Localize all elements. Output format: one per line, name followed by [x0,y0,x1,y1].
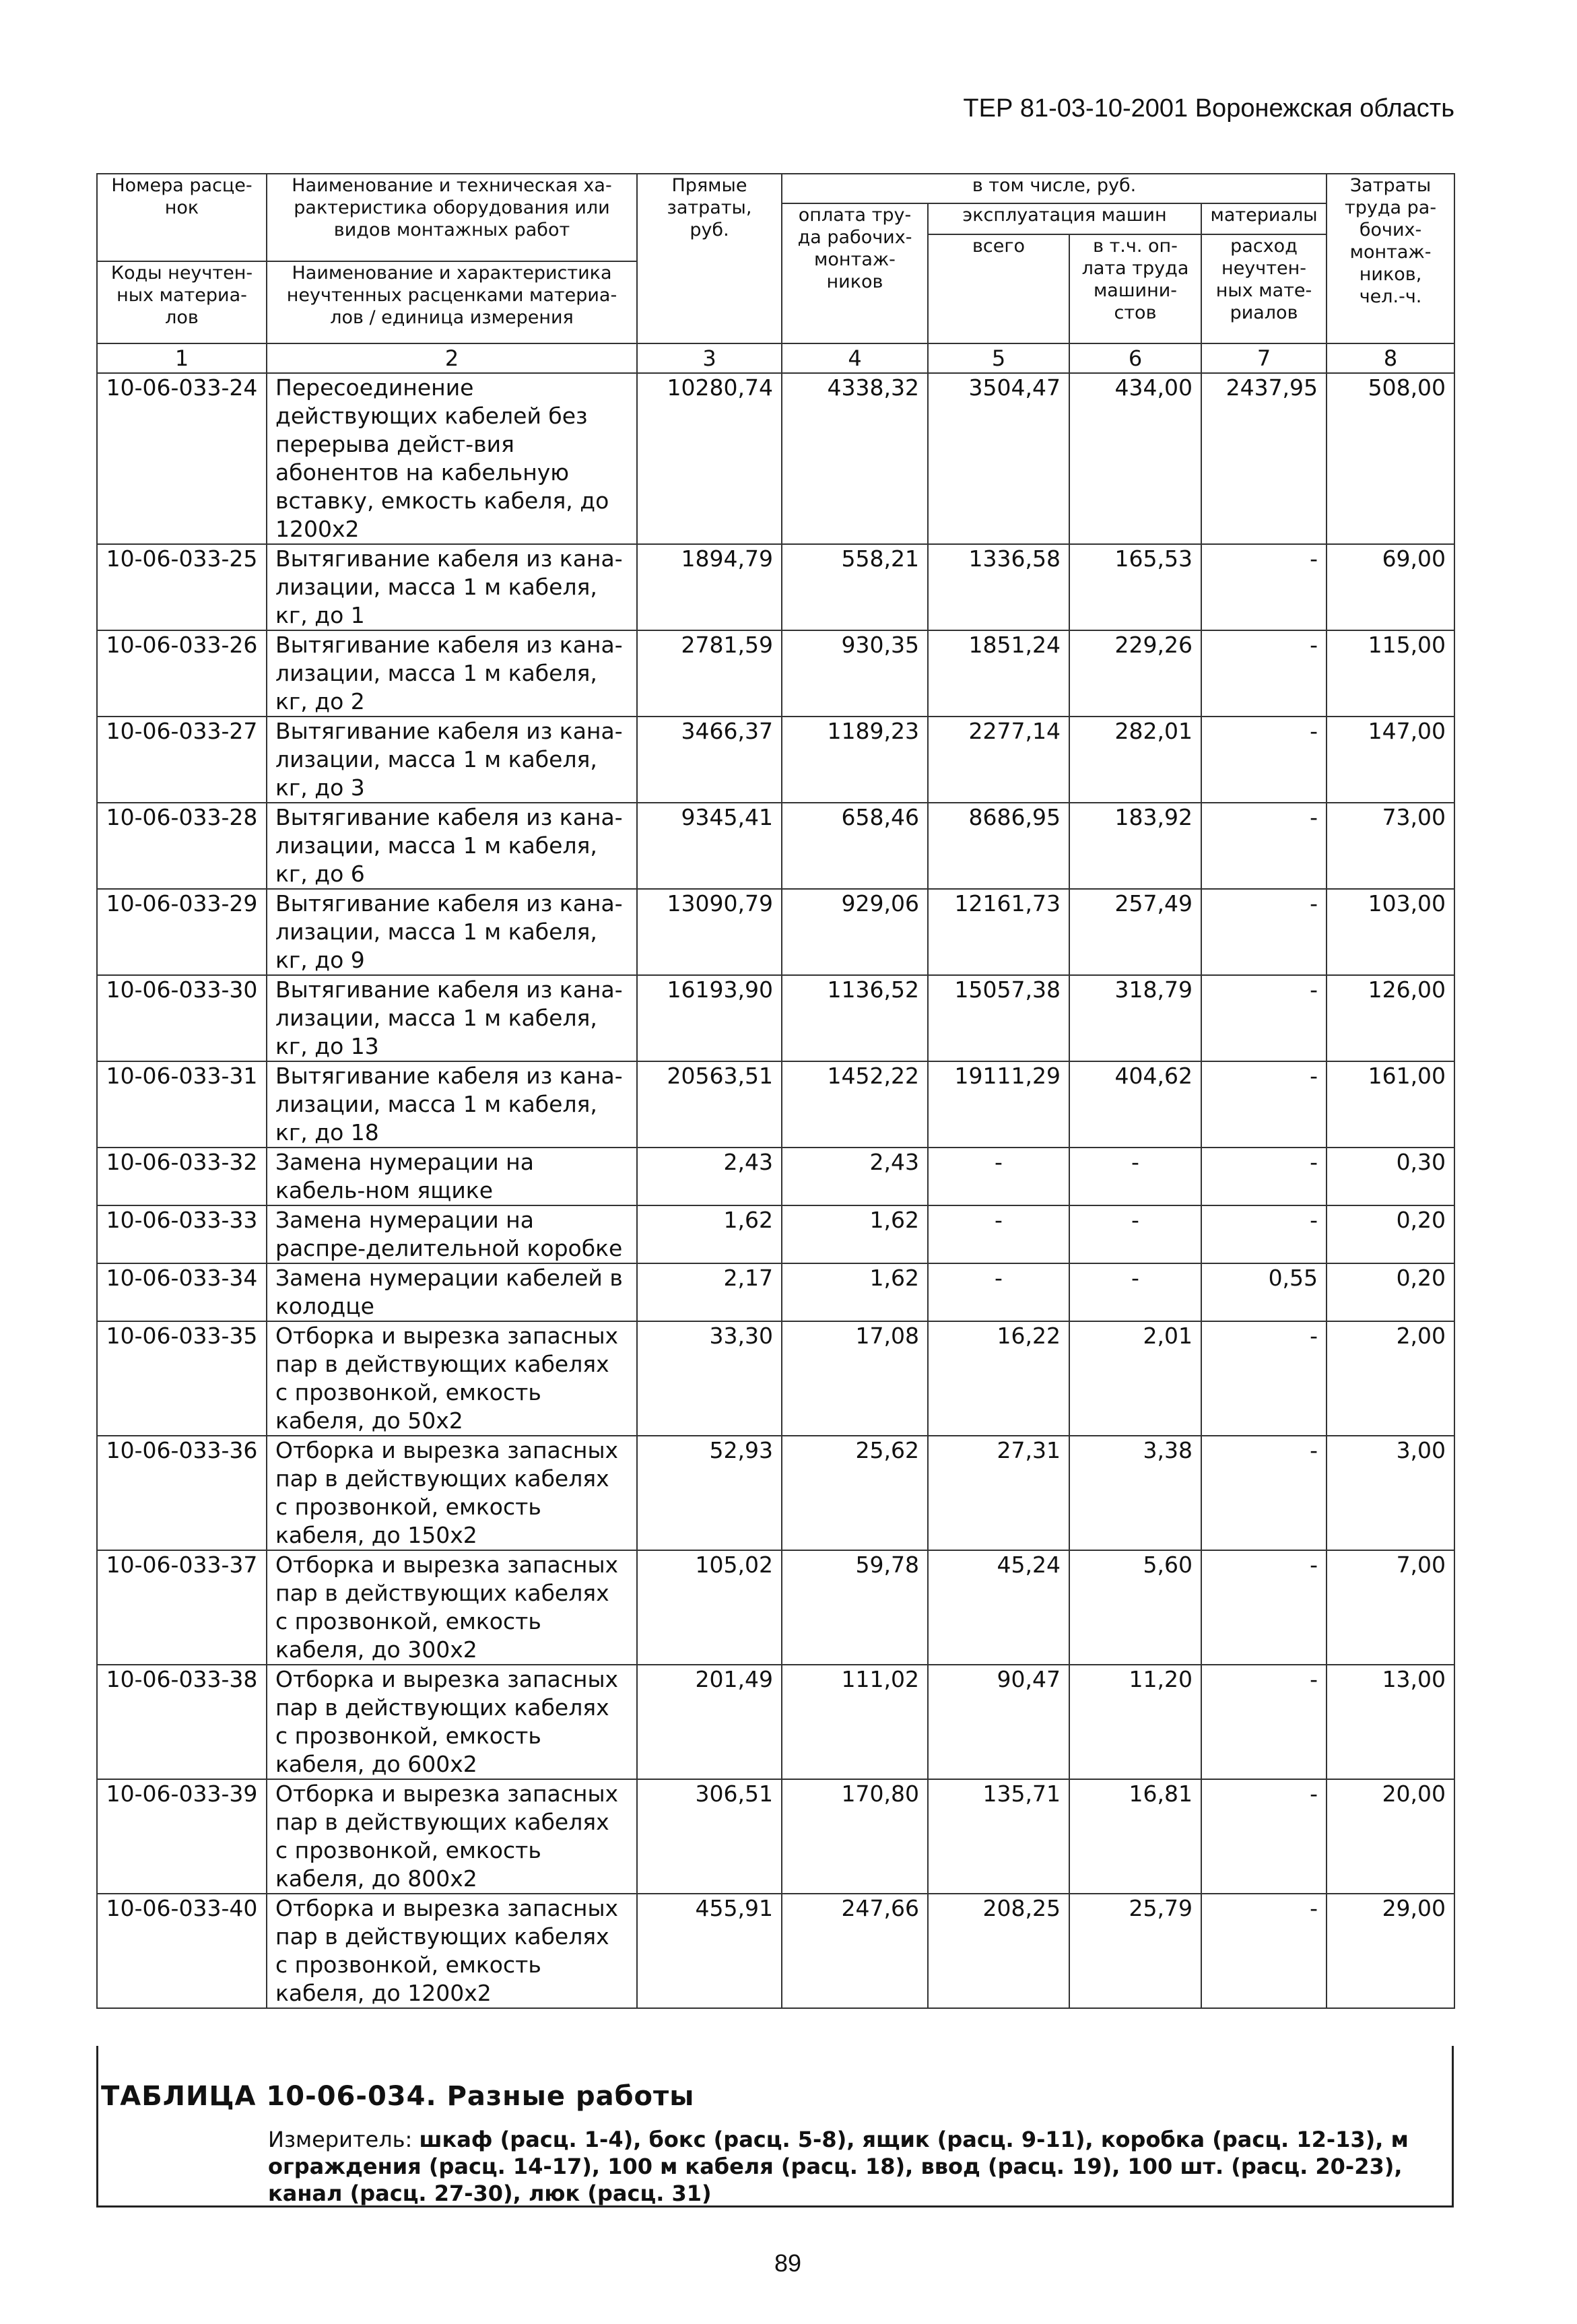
direct-costs-value: 3466,37 [637,717,782,803]
rate-code: 10-06-033-35 [97,1321,267,1436]
work-description: Замена нумерации на распре-делительной коробке [267,1205,637,1263]
header-labor-hours: Затраты труда ра-бочих-монтаж-ников, чел.-ч. [1327,174,1454,343]
labor-hours-value: 147,00 [1327,717,1454,803]
table-row [97,1665,1454,1779]
table-row [97,373,1454,544]
work-description: Отборка и вырезка запасных пар в действующих кабелях с прозвонкой, емкость кабеля, до 1200х2 [267,1894,637,2008]
header-name-top: Наименование и техническая ха-рактеристика оборудования или видов монтажных работ [267,174,637,261]
table-row [97,717,1454,803]
direct-costs-value: 201,49 [637,1665,782,1779]
header-machines-total: всего [928,234,1069,343]
direct-costs-value: 2,43 [637,1148,782,1205]
labor-pay-value: 1189,23 [782,717,928,803]
table-row [97,1779,1454,1894]
machine-operators-pay-value: 183,92 [1069,803,1201,889]
header-direct-costs: Прямые затраты, руб. [637,174,782,343]
table-row [97,1061,1454,1148]
work-description: Вытягивание кабеля из кана-лизации, масса 1 м кабеля, кг, до 9 [267,889,637,975]
machines-total-value: 208,25 [928,1894,1069,2008]
labor-pay-value: 658,46 [782,803,928,889]
header-machines: эксплуатация машин [928,203,1201,234]
materials-value: 2437,95 [1201,373,1327,544]
rate-code: 10-06-033-36 [97,1436,267,1550]
work-description: Вытягивание кабеля из кана-лизации, масса 1 м кабеля, кг, до 3 [267,717,637,803]
labor-pay-value: 1136,52 [782,975,928,1061]
machines-total-value: 1851,24 [928,630,1069,717]
materials-value: - [1201,1436,1327,1550]
machine-operators-pay-value: 25,79 [1069,1894,1201,2008]
materials-value: - [1201,1205,1327,1263]
measure-units: шкаф (расц. 1-4), бокс (расц. 5-8), ящик (расц. 9-11), коробка (расц. 12-13), м ограждения (расц. 14-17), 100 м кабеля (расц. 18), ввод (расц. 19), 100 шт. (расц. 20-23), канал (расц. 27-30), люк (расц. 31) [268,2127,1409,2206]
materials-value: - [1201,975,1327,1061]
table-header [97,174,1454,373]
machine-operators-pay-value: 404,62 [1069,1061,1201,1148]
machines-total-value: - [928,1263,1069,1321]
table-row [97,1894,1454,2008]
rate-code: 10-06-033-25 [97,544,267,630]
labor-pay-value: 558,21 [782,544,928,630]
page-header-title: ТЕР 81-03-10-2001 Воронежская область [963,94,1454,123]
labor-pay-value: 2,43 [782,1148,928,1205]
materials-value: - [1201,889,1327,975]
machine-operators-pay-value: 5,60 [1069,1550,1201,1665]
header-code-top: Номера расце-нок [97,174,267,261]
machines-total-value: 15057,38 [928,975,1069,1061]
labor-pay-value: 59,78 [782,1550,928,1665]
materials-value: - [1201,1061,1327,1148]
column-number: 8 [1327,343,1454,373]
direct-costs-value: 2781,59 [637,630,782,717]
labor-pay-value: 247,66 [782,1894,928,2008]
rate-code: 10-06-033-29 [97,889,267,975]
direct-costs-value: 455,91 [637,1894,782,2008]
table-row [97,1321,1454,1436]
direct-costs-value: 306,51 [637,1779,782,1894]
work-description: Отборка и вырезка запасных пар в действующих кабелях с прозвонкой, емкость кабеля, до 300х2 [267,1550,637,1665]
column-number: 7 [1201,343,1327,373]
labor-hours-value: 508,00 [1327,373,1454,544]
table-row [97,889,1454,975]
labor-hours-value: 20,00 [1327,1779,1454,1894]
labor-hours-value: 2,00 [1327,1321,1454,1436]
table-row [97,630,1454,717]
direct-costs-value: 2,17 [637,1263,782,1321]
direct-costs-value: 13090,79 [637,889,782,975]
materials-value: - [1201,803,1327,889]
labor-pay-value: 930,35 [782,630,928,717]
machines-total-value: 3504,47 [928,373,1069,544]
work-description: Отборка и вырезка запасных пар в действующих кабелях с прозвонкой, емкость кабеля, до 50х2 [267,1321,637,1436]
machines-total-value: - [928,1148,1069,1205]
materials-value: - [1201,1321,1327,1436]
labor-pay-value: 1,62 [782,1205,928,1263]
machine-operators-pay-value: 11,20 [1069,1665,1201,1779]
work-description: Отборка и вырезка запасных пар в действующих кабелях с прозвонкой, емкость кабеля, до 800х2 [267,1779,637,1894]
header-code-bottom: Коды неучтен-ных материа-лов [97,261,267,343]
materials-value: - [1201,630,1327,717]
work-description: Вытягивание кабеля из кана-лизации, масса 1 м кабеля, кг, до 18 [267,1061,637,1148]
labor-hours-value: 29,00 [1327,1894,1454,2008]
machine-operators-pay-value: - [1069,1205,1201,1263]
rate-code: 10-06-033-31 [97,1061,267,1148]
materials-value: - [1201,1550,1327,1665]
work-description: Замена нумерации кабелей в колодце [267,1263,637,1321]
rate-code: 10-06-033-40 [97,1894,267,2008]
machines-total-value: 19111,29 [928,1061,1069,1148]
header-name-bottom: Наименование и характеристика неучтенных расценками материа-лов / единица измерения [267,261,637,343]
machines-total-value: 1336,58 [928,544,1069,630]
table-row [97,1263,1454,1321]
rate-code: 10-06-033-37 [97,1550,267,1665]
work-description: Вытягивание кабеля из кана-лизации, масса 1 м кабеля, кг, до 13 [267,975,637,1061]
direct-costs-value: 10280,74 [637,373,782,544]
column-numbers-row [97,343,1454,373]
direct-costs-value: 52,93 [637,1436,782,1550]
machine-operators-pay-value: 434,00 [1069,373,1201,544]
machine-operators-pay-value: 16,81 [1069,1779,1201,1894]
machines-total-value: 8686,95 [928,803,1069,889]
column-number: 1 [97,343,267,373]
labor-hours-value: 126,00 [1327,975,1454,1061]
column-number: 6 [1069,343,1201,373]
column-number: 4 [782,343,928,373]
labor-pay-value: 929,06 [782,889,928,975]
rate-code: 10-06-033-28 [97,803,267,889]
next-table-measure [268,2126,1440,2207]
rate-code: 10-06-033-34 [97,1263,267,1321]
machine-operators-pay-value: 257,49 [1069,889,1201,975]
column-number: 3 [637,343,782,373]
machines-total-value: 90,47 [928,1665,1069,1779]
labor-pay-value: 1452,22 [782,1061,928,1148]
materials-value: 0,55 [1201,1263,1327,1321]
labor-pay-value: 170,80 [782,1779,928,1894]
labor-hours-value: 13,00 [1327,1665,1454,1779]
table-row [97,803,1454,889]
materials-value: - [1201,1148,1327,1205]
machine-operators-pay-value: 165,53 [1069,544,1201,630]
table-row [97,1436,1454,1550]
machine-operators-pay-value: 282,01 [1069,717,1201,803]
labor-hours-value: 69,00 [1327,544,1454,630]
machines-total-value: 2277,14 [928,717,1069,803]
work-description: Вытягивание кабеля из кана-лизации, масса 1 м кабеля, кг, до 6 [267,803,637,889]
materials-value: - [1201,1779,1327,1894]
direct-costs-value: 1,62 [637,1205,782,1263]
header-unaccounted-materials: расход неучтен-ных мате-риалов [1201,234,1327,343]
header-labor-pay: оплата тру-да рабочих-монтаж-ников [782,203,928,343]
labor-pay-value: 25,62 [782,1436,928,1550]
column-number: 2 [267,343,637,373]
table-row [97,975,1454,1061]
table-row [97,1550,1454,1665]
machines-total-value: 45,24 [928,1550,1069,1665]
header-including: в том числе, руб. [782,174,1327,203]
labor-hours-value: 0,20 [1327,1205,1454,1263]
rate-code: 10-06-033-24 [97,373,267,544]
work-description: Вытягивание кабеля из кана-лизации, масса 1 м кабеля, кг, до 1 [267,544,637,630]
table-row [97,1205,1454,1263]
next-table-title: ТАБЛИЦА 10-06-034. Разные работы [101,2081,695,2112]
labor-hours-value: 161,00 [1327,1061,1454,1148]
rate-code: 10-06-033-38 [97,1665,267,1779]
machine-operators-pay-value: - [1069,1263,1201,1321]
table-row [97,1148,1454,1205]
work-description: Замена нумерации на кабель-ном ящике [267,1148,637,1205]
machine-operators-pay-value: 3,38 [1069,1436,1201,1550]
direct-costs-value: 9345,41 [637,803,782,889]
header-materials: материалы [1201,203,1327,234]
materials-value: - [1201,544,1327,630]
labor-pay-value: 17,08 [782,1321,928,1436]
machine-operators-pay-value: - [1069,1148,1201,1205]
labor-hours-value: 115,00 [1327,630,1454,717]
machines-total-value: - [928,1205,1069,1263]
table-row [97,544,1454,630]
machines-total-value: 135,71 [928,1779,1069,1894]
work-description: Вытягивание кабеля из кана-лизации, масса 1 м кабеля, кг, до 2 [267,630,637,717]
labor-hours-value: 7,00 [1327,1550,1454,1665]
rate-code: 10-06-033-33 [97,1205,267,1263]
machines-total-value: 16,22 [928,1321,1069,1436]
labor-hours-value: 73,00 [1327,803,1454,889]
machine-operators-pay-value: 229,26 [1069,630,1201,717]
direct-costs-value: 33,30 [637,1321,782,1436]
rate-code: 10-06-033-39 [97,1779,267,1894]
labor-hours-value: 103,00 [1327,889,1454,975]
measure-label: Измеритель: [268,2127,420,2152]
direct-costs-value: 1894,79 [637,544,782,630]
rate-code: 10-06-033-26 [97,630,267,717]
rate-code: 10-06-033-30 [97,975,267,1061]
direct-costs-value: 16193,90 [637,975,782,1061]
rate-code: 10-06-033-27 [97,717,267,803]
materials-value: - [1201,717,1327,803]
header-machine-operators-pay: в т.ч. оп-лата труда машини-стов [1069,234,1201,343]
direct-costs-value: 105,02 [637,1550,782,1665]
table-body [97,373,1454,2008]
materials-value: - [1201,1894,1327,2008]
labor-hours-value: 3,00 [1327,1436,1454,1550]
machines-total-value: 27,31 [928,1436,1069,1550]
labor-pay-value: 4338,32 [782,373,928,544]
rates-table [96,173,1455,2009]
work-description: Пересоединение действующих кабелей без перерыва дейст-вия абонентов на кабельную вставку, емкость кабеля, до 1200х2 [267,373,637,544]
page-number: 89 [774,2249,802,2277]
machines-total-value: 12161,73 [928,889,1069,975]
work-description: Отборка и вырезка запасных пар в действующих кабелях с прозвонкой, емкость кабеля, до 150х2 [267,1436,637,1550]
materials-value: - [1201,1665,1327,1779]
labor-pay-value: 1,62 [782,1263,928,1321]
rate-code: 10-06-033-32 [97,1148,267,1205]
labor-pay-value: 111,02 [782,1665,928,1779]
machine-operators-pay-value: 2,01 [1069,1321,1201,1436]
work-description: Отборка и вырезка запасных пар в действующих кабелях с прозвонкой, емкость кабеля, до 600х2 [267,1665,637,1779]
labor-hours-value: 0,30 [1327,1148,1454,1205]
column-number: 5 [928,343,1069,373]
labor-hours-value: 0,20 [1327,1263,1454,1321]
machine-operators-pay-value: 318,79 [1069,975,1201,1061]
direct-costs-value: 20563,51 [637,1061,782,1148]
